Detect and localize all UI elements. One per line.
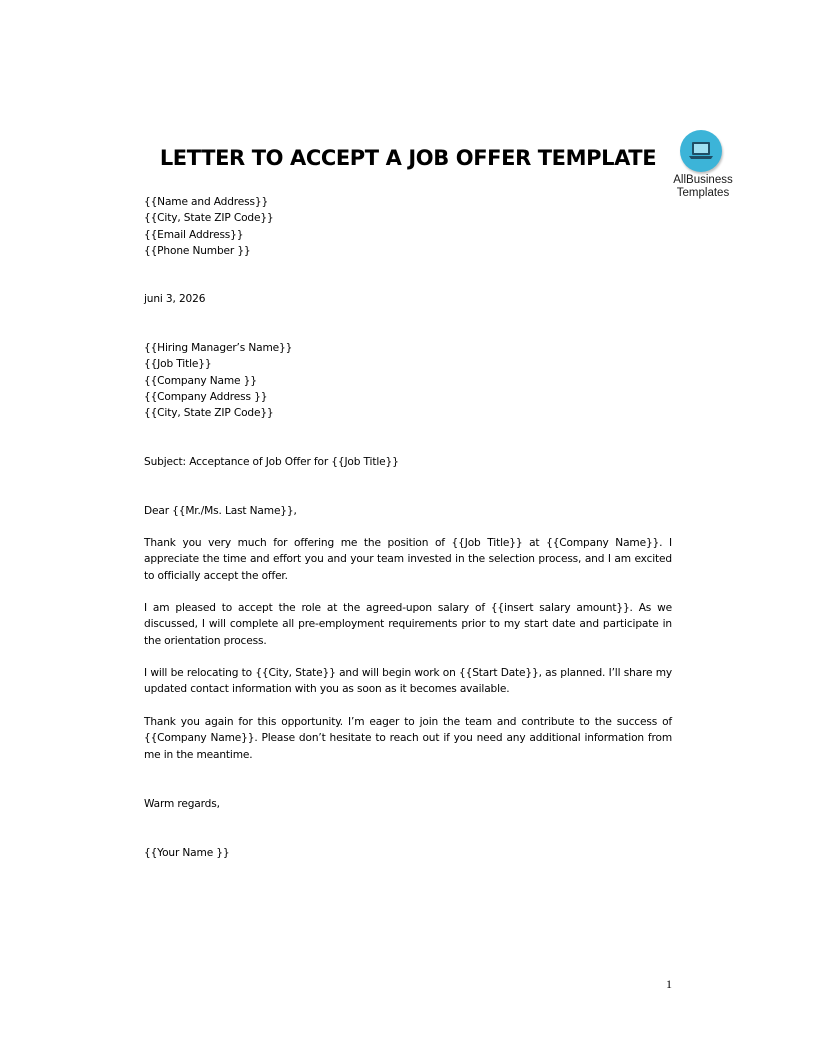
document-title: LETTER TO ACCEPT A JOB OFFER TEMPLATE — [159, 146, 657, 170]
sender-phone: {{Phone Number }} — [144, 244, 251, 257]
letter-date — [144, 291, 672, 307]
logo-line-1: AllBusiness — [673, 174, 733, 186]
paragraph-3: I will be relocating to {{City, State}} and will begin work on {{Start Date}}, as planned. I’ll share my updated contact information with you as soon as it becomes available. — [144, 667, 672, 696]
logo-line-2: Templates — [676, 187, 730, 199]
sender-name-address: {{Name and Address}} — [144, 196, 269, 208]
salutation — [144, 503, 672, 519]
allbusiness-templates-logo — [660, 128, 746, 204]
sender-block — [144, 194, 672, 259]
salutation-text: Dear {{Mr./Ms. Last Name}}, — [144, 505, 297, 517]
sender-city-state-zip: {{City, State ZIP Code}} — [144, 212, 274, 225]
paragraph-2: I am pleased to accept the role at the agreed-upon salary of {{insert salary amount}}. As we discussed, I will complete all pre-employment requirements prior to my start date and participate in the orientation process. — [144, 602, 672, 647]
laptop-icon — [688, 140, 714, 162]
signature-text: {{Your Name }} — [144, 847, 230, 859]
logo-badge — [680, 130, 722, 172]
subject-line — [144, 454, 672, 470]
paragraph-1: Thank you very much for offering me the position of {{Job Title}} at {{Company Name}}. I appreciate the time and effort you and your team invested in the selection process, and I am excited to officially accept the offer. — [144, 537, 672, 582]
closing — [144, 796, 672, 812]
recipient-company-name: {{Company Name }} — [144, 374, 257, 387]
recipient-city-state-zip: {{City, State ZIP Code}} — [144, 407, 274, 420]
recipient-job-title: {{Job Title}} — [144, 358, 212, 371]
sender-email: {{Email Address}} — [144, 228, 244, 241]
logo-text — [660, 174, 746, 200]
date-text: juni 3, 2026 — [144, 293, 206, 305]
recipient-company-address: {{Company Address }} — [144, 390, 268, 403]
recipient-name: {{Hiring Manager’s Name}} — [144, 342, 293, 354]
subject-text: Subject: Acceptance of Job Offer for {{Job Title}} — [144, 456, 399, 468]
paragraph-4: Thank you again for this opportunity. I’m eager to join the team and contribute to the success of {{Company Name}}. Please don’t hesitate to reach out if you need any additional information from me in the meantime. — [144, 716, 672, 761]
page-number: 1 — [666, 977, 672, 991]
recipient-block — [144, 340, 672, 421]
signature — [144, 845, 672, 861]
closing-text: Warm regards, — [144, 798, 220, 810]
